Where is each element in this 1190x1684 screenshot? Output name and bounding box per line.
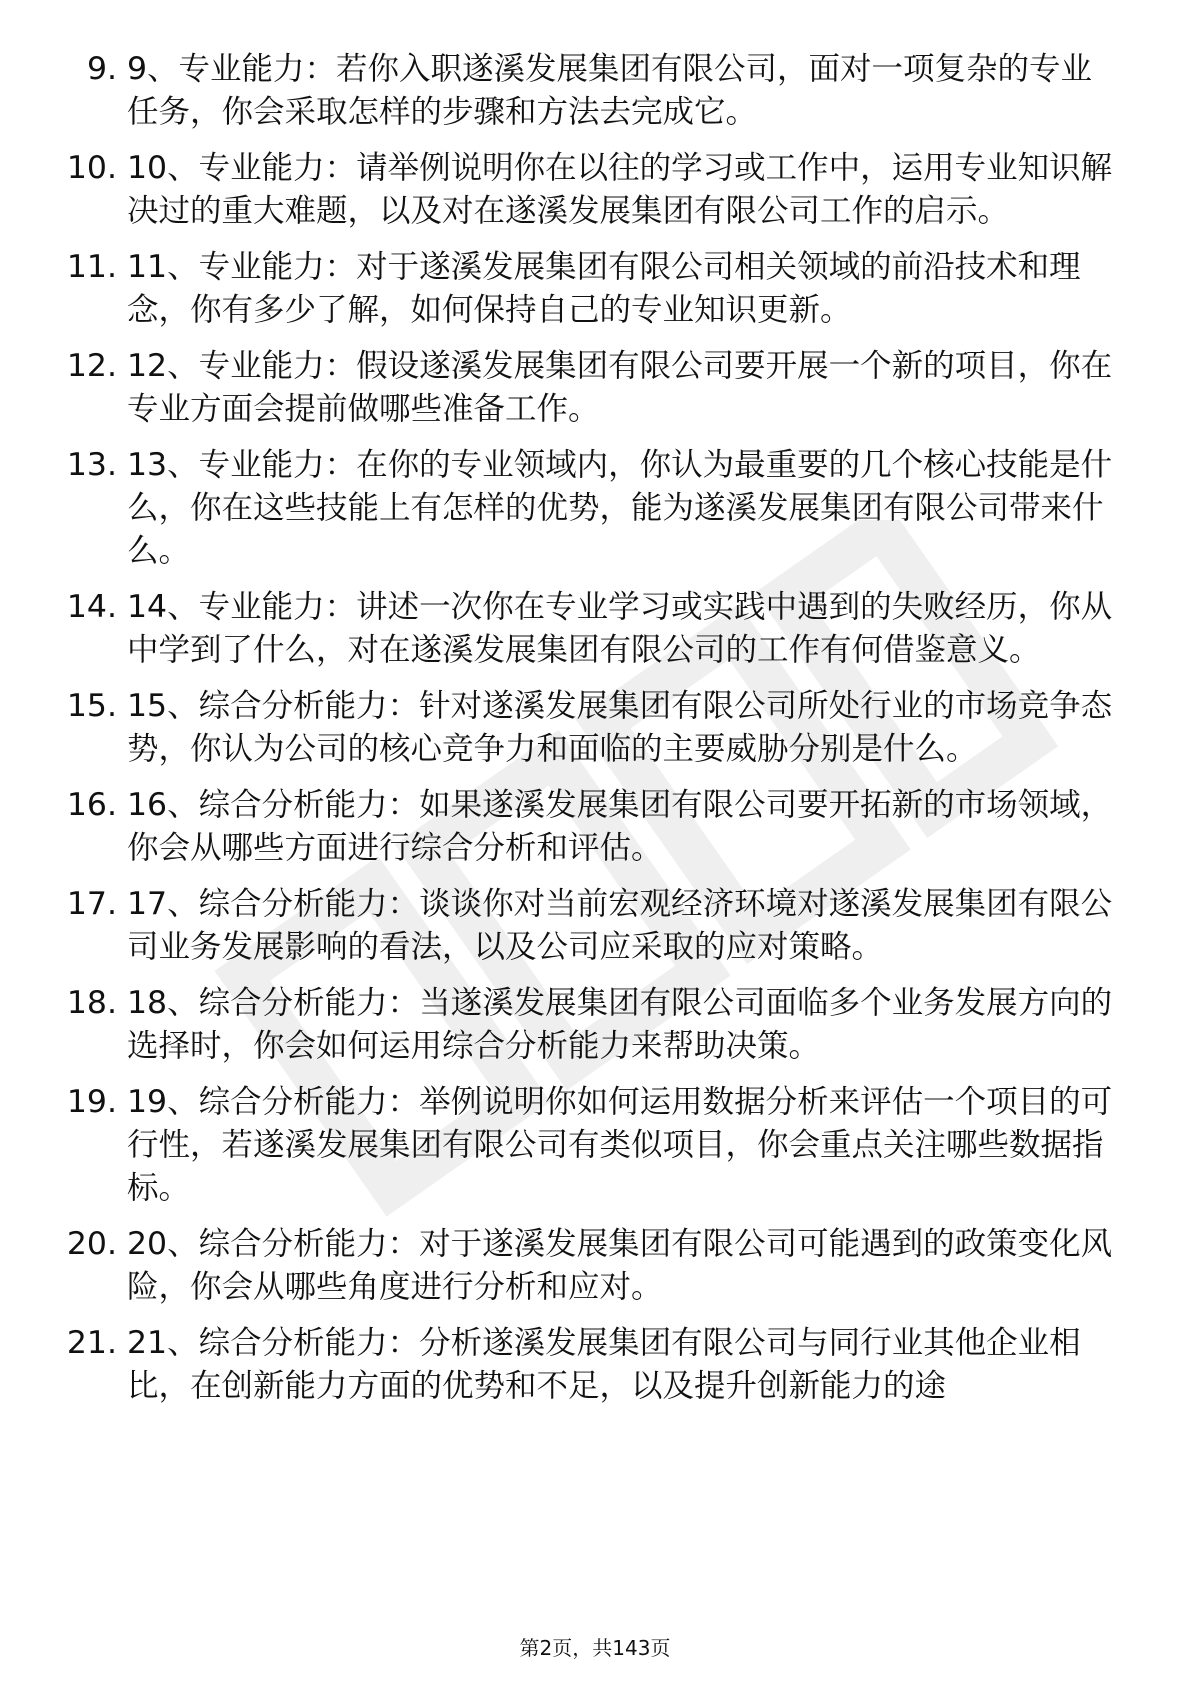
list-item bbox=[0, 586, 1117, 672]
item-text: 16、综合分析能力：如果遂溪发展集团有限公司要开拓新的市场领域，你会从哪些方面进行综合分析和评估。 bbox=[127, 787, 1113, 866]
item-number: 13. bbox=[66, 447, 117, 483]
list-item bbox=[0, 685, 1117, 771]
list-item bbox=[0, 883, 1117, 969]
item-text: 13、专业能力：在你的专业领域内，你认为最重要的几个核心技能是什么，你在这些技能上有怎样的优势，能为遂溪发展集团有限公司带来什么。 bbox=[127, 447, 1113, 569]
question-list bbox=[0, 48, 1190, 1421]
item-number: 14. bbox=[66, 589, 117, 625]
item-text: 15、综合分析能力：针对遂溪发展集团有限公司所处行业的市场竞争态势，你认为公司的核心竞争力和面临的主要威胁分别是什么。 bbox=[127, 688, 1113, 767]
list-item bbox=[0, 982, 1117, 1068]
item-number: 9. bbox=[86, 51, 117, 87]
item-number: 17. bbox=[66, 886, 117, 922]
item-text: 14、专业能力：讲述一次你在专业学习或实践中遇到的失败经历，你从中学到了什么，对在遂溪发展集团有限公司的工作有何借鉴意义。 bbox=[127, 589, 1113, 668]
item-text: 9、专业能力：若你入职遂溪发展集团有限公司，面对一项复杂的专业任务，你会采取怎样的步骤和方法去完成它。 bbox=[127, 51, 1093, 130]
item-text: 10、专业能力：请举例说明你在以往的学习或工作中，运用专业知识解决过的重大难题，以及对在遂溪发展集团有限公司工作的启示。 bbox=[127, 150, 1113, 229]
item-text: 17、综合分析能力：谈谈你对当前宏观经济环境对遂溪发展集团有限公司业务发展影响的看法，以及公司应采取的应对策略。 bbox=[127, 886, 1113, 965]
item-text: 19、综合分析能力：举例说明你如何运用数据分析来评估一个项目的可行性，若遂溪发展集团有限公司有类似项目，你会重点关注哪些数据指标。 bbox=[127, 1084, 1113, 1206]
list-item bbox=[0, 147, 1117, 233]
item-number: 21. bbox=[66, 1325, 117, 1361]
item-text: 21、综合分析能力：分析遂溪发展集团有限公司与同行业其他企业相比，在创新能力方面的优势和不足，以及提升创新能力的途 bbox=[127, 1325, 1081, 1404]
item-number: 10. bbox=[66, 150, 117, 186]
list-item bbox=[0, 1223, 1117, 1309]
item-number: 20. bbox=[66, 1226, 117, 1262]
item-text: 11、专业能力：对于遂溪发展集团有限公司相关领域的前沿技术和理念，你有多少了解，如何保持自己的专业知识更新。 bbox=[127, 249, 1081, 328]
page-footer: 第2页，共143页 bbox=[519, 1636, 671, 1660]
item-text: 18、综合分析能力：当遂溪发展集团有限公司面临多个业务发展方向的选择时，你会如何运用综合分析能力来帮助决策。 bbox=[127, 985, 1113, 1064]
list-item bbox=[0, 1081, 1117, 1210]
list-item bbox=[0, 784, 1117, 870]
list-item bbox=[0, 1322, 1117, 1408]
list-item bbox=[0, 345, 1117, 431]
item-text: 12、专业能力：假设遂溪发展集团有限公司要开展一个新的项目，你在专业方面会提前做哪些准备工作。 bbox=[127, 348, 1113, 427]
item-number: 16. bbox=[66, 787, 117, 823]
item-number: 15. bbox=[66, 688, 117, 724]
item-number: 19. bbox=[66, 1084, 117, 1120]
item-number: 18. bbox=[66, 985, 117, 1021]
list-item bbox=[0, 246, 1117, 332]
item-number: 12. bbox=[66, 348, 117, 384]
item-number: 11. bbox=[66, 249, 117, 285]
list-item bbox=[0, 48, 1117, 134]
item-text: 20、综合分析能力：对于遂溪发展集团有限公司可能遇到的政策变化风险，你会从哪些角度进行分析和应对。 bbox=[127, 1226, 1113, 1305]
list-item bbox=[0, 444, 1117, 573]
